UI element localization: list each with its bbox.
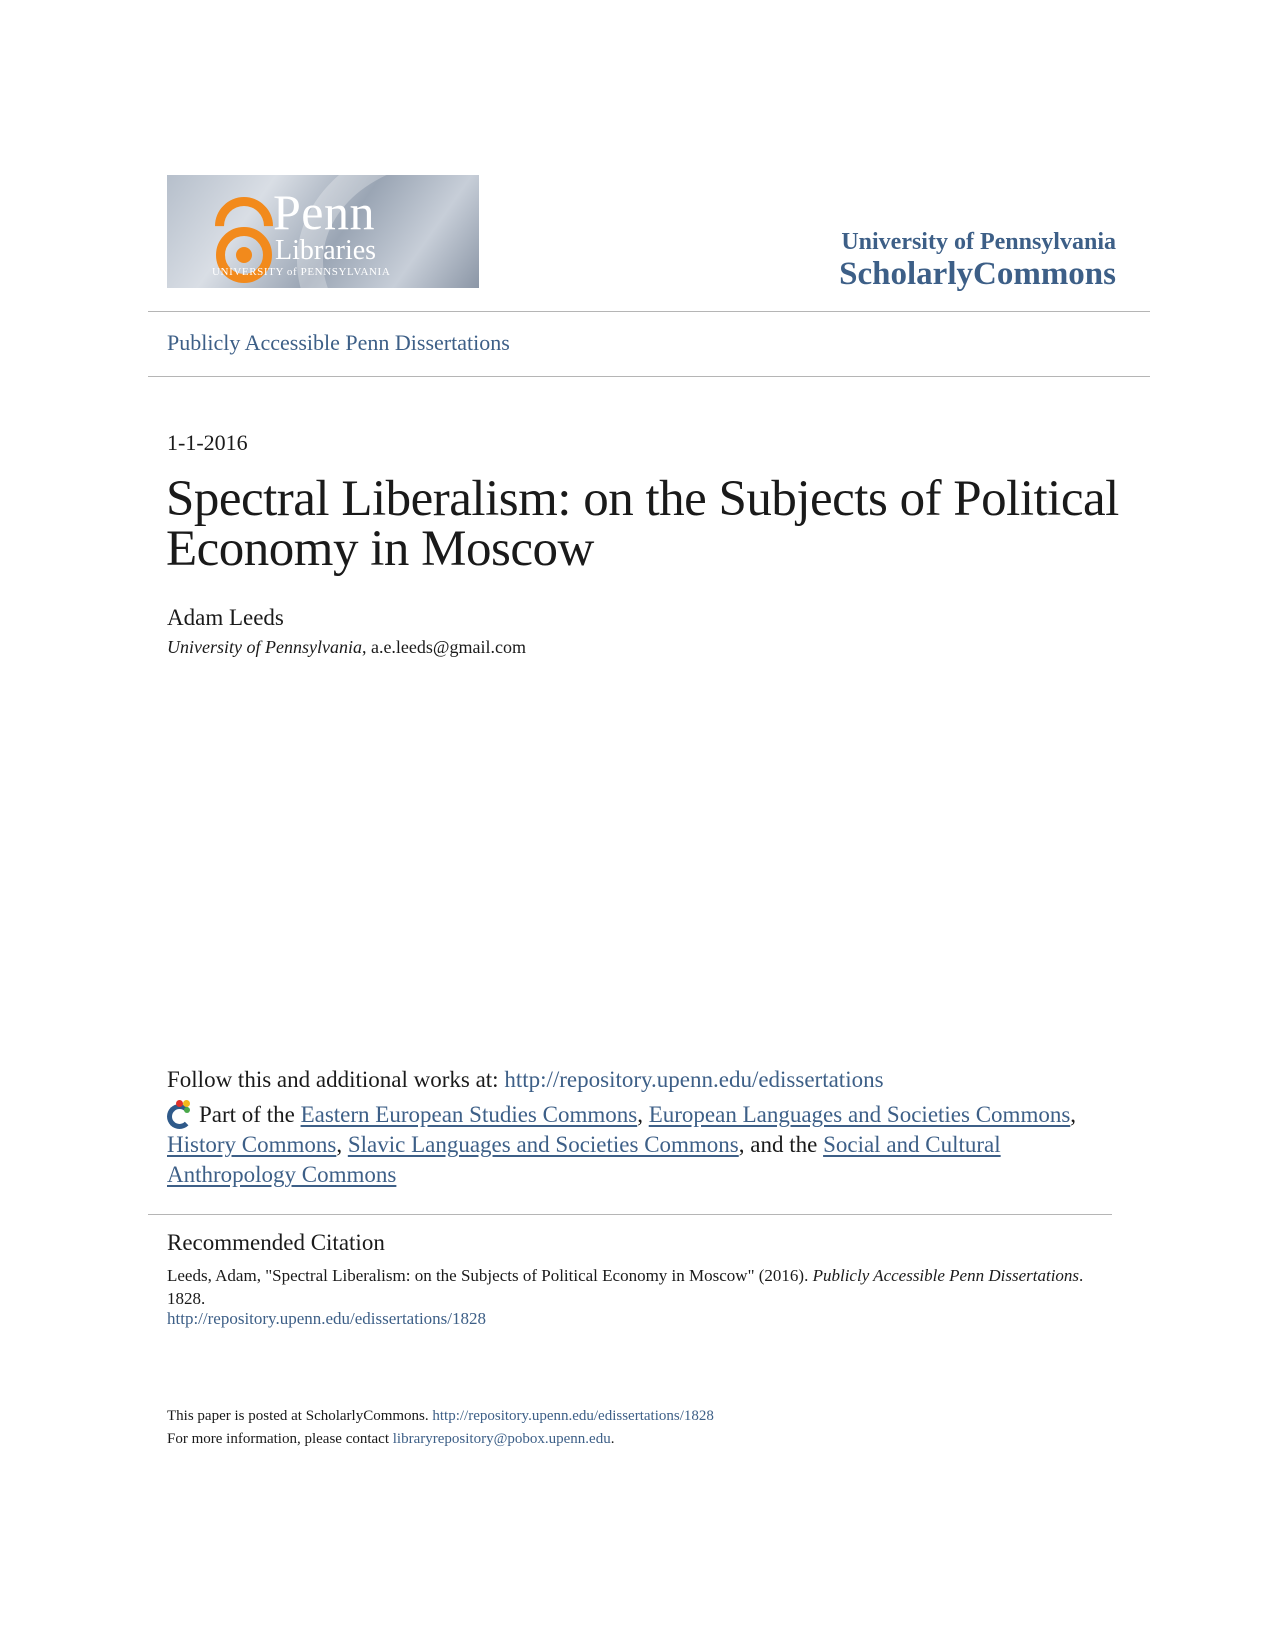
title-line-1: Spectral Liberalism: on the Subjects of Political [166, 471, 1119, 527]
commons-network-icon [167, 1100, 195, 1126]
commons-link-slavic-languages[interactable]: Slavic Languages and Societies Commons [347, 1132, 739, 1157]
commons-link-history[interactable]: History Commons [167, 1132, 337, 1157]
footer-contact-text: For more information, please contact [167, 1431, 393, 1447]
commons-link-european-languages[interactable]: European Languages and Societies Commons [648, 1102, 1071, 1127]
header-divider-top [148, 311, 1150, 312]
brand-university: University of Pennsylvania [841, 229, 1116, 255]
document-title [166, 471, 1126, 577]
footer-posted-line [167, 1405, 714, 1428]
footer-posted-text: This paper is posted at ScholarlyCommons. [167, 1408, 433, 1424]
footer [167, 1405, 714, 1451]
citation-divider [148, 1214, 1112, 1215]
follow-label: Follow this and additional works at: [167, 1067, 505, 1092]
logo-libraries-text: Libraries [275, 235, 377, 266]
logo-university-text: UNIVERSITY of PENNSYLVANIA [212, 266, 391, 278]
follow-url-link[interactable]: http://repository.upenn.edu/edissertations [504, 1067, 884, 1092]
citation-text [167, 1264, 1087, 1310]
publication-date: 1-1-2016 [167, 430, 248, 455]
footer-contact-line [167, 1428, 714, 1451]
collection-link[interactable]: Publicly Accessible Penn Dissertations [167, 330, 510, 355]
part-of-prefix: Part of the [199, 1102, 301, 1127]
penn-libraries-logo [167, 175, 479, 288]
logo-penn-text: Penn [273, 184, 375, 240]
separator: , [336, 1132, 348, 1157]
commons-link-eastern-european[interactable]: Eastern European Studies Commons [300, 1102, 638, 1127]
scholarlycommons-brand[interactable] [839, 228, 1116, 292]
affiliation-institution: University of Pennsylvania [167, 637, 362, 657]
citation-body: Leeds, Adam, "Spectral Liberalism: on the Subjects of Political Economy in Moscow" (2016). [167, 1266, 813, 1285]
header-divider-bottom [148, 376, 1150, 377]
citation-journal: Publicly Accessible Penn Dissertations [812, 1266, 1080, 1285]
separator: , [637, 1102, 649, 1127]
footer-contact-email-link[interactable]: libraryrepository@pobox.upenn.edu [392, 1431, 611, 1447]
brand-scholarlycommons: ScholarlyCommons [839, 256, 1116, 292]
commons-link-social-cultural-anthropology[interactable]: Social and Cultural Anthropology Commons [167, 1132, 1001, 1187]
author-affiliation: University of Pennsylvania, a.e.leeds@gmail.com [167, 637, 526, 657]
citation-number: . 1828. [167, 1266, 1084, 1308]
author-email: a.e.leeds@gmail.com [370, 637, 526, 657]
follow-line [167, 1067, 884, 1093]
title-line-2: Economy in Moscow [166, 521, 594, 577]
citation-heading: Recommended Citation [167, 1230, 385, 1255]
author-name: Adam Leeds [167, 605, 284, 630]
citation-url-link[interactable]: http://repository.upenn.edu/edissertations/1828 [167, 1309, 487, 1328]
part-of-commons: Part of the Eastern European Studies Commons, European Languages and Societies Commons, History Commons, Slavic Languages and Societies Commons, and the Social and Cultural Anthropology Commons [167, 1102, 1077, 1187]
footer-posted-link[interactable]: http://repository.upenn.edu/edissertations/1828 [432, 1408, 714, 1424]
footer-period: . [610, 1431, 615, 1447]
and-the-text: , and the [738, 1132, 824, 1157]
